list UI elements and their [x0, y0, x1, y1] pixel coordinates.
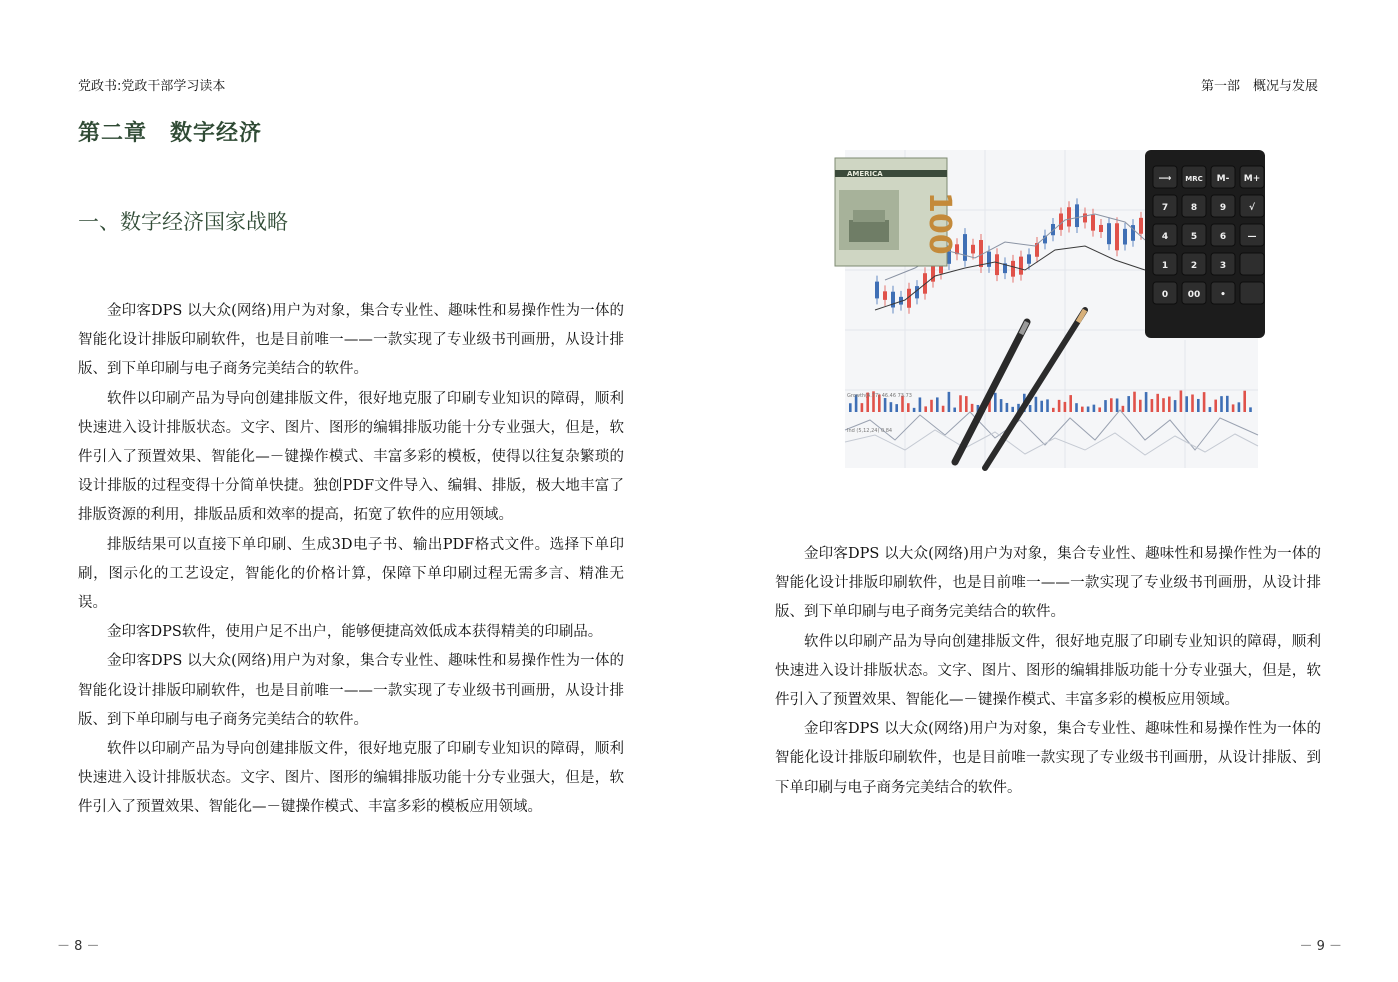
page-number-left: － 8 －: [57, 939, 100, 954]
paragraph: 软件以印刷产品为导向创建排版文件，很好地克服了印刷专业知识的障碍，顺利快速进入设计排版状态。文字、图片、图形的编辑排版功能十分专业强大，但是，软件引入了预置效果、智能化—－键操作模式、丰富多彩的模板，使得以往复杂繁琐的设计排版的过程变得十分简单快捷。独创PDF文件导入、编辑、排版，极大地丰富了排版资源的利用，排版品质和效率的提高，拓宽了软件的应用领域。: [78, 390, 624, 524]
paragraph: 软件以印刷产品为导向创建排版文件，很好地克服了印刷专业知识的障碍，顺利快速进入设计排版状态。文字、图片、图形的编辑排版功能十分专业强大，但是，软件引入了预置效果、智能化—－键操作模式、丰富多彩的模板应用领域。: [775, 633, 1321, 709]
svg-text:9: 9: [1219, 203, 1227, 213]
body-text-left: [78, 297, 624, 823]
svg-text:M+: M+: [1243, 174, 1261, 184]
calculator: [1145, 150, 1265, 338]
svg-text:•: •: [1220, 290, 1226, 300]
paragraph: 排版结果可以直接下单印刷、生成3D电子书、输出PDF格式文件。选择下单印刷，图示化的工艺设定，智能化的价格计算，保障下单印刷过程无需多言、精准无误。: [78, 536, 624, 612]
body-text-right: [775, 540, 1321, 803]
finance-photo: [845, 150, 1261, 468]
svg-text:00: 00: [1187, 290, 1201, 300]
paragraph: 金印客DPS 以大众(网络)用户为对象，集合专业性、趣味性和易操作性为一体的智能化设计排版印刷软件，也是目前唯一——一款实现了专业级书刊画册，从设计排版、到下单印刷与电子商务完美结合的软件。: [78, 303, 624, 378]
paragraph: 金印客DPS软件，使用户足不出户，能够便捷高效低成本获得精美的印刷品。: [107, 624, 603, 641]
svg-text:—: —: [1247, 232, 1257, 242]
svg-text:M-: M-: [1216, 174, 1230, 184]
svg-text:⟶: ⟶: [1158, 174, 1172, 184]
banknote: [835, 158, 957, 266]
page-number-right: － 9 －: [1299, 939, 1342, 954]
svg-text:7: 7: [1161, 203, 1169, 213]
chapter-title: 第二章 数字经济: [78, 121, 263, 146]
svg-text:8: 8: [1190, 203, 1198, 213]
paragraph: 软件以印刷产品为导向创建排版文件，很好地克服了印刷专业知识的障碍，顺利快速进入设计排版状态。文字、图片、图形的编辑排版功能十分专业强大，但是，软件引入了预置效果、智能化—－键操作模式、丰富多彩的模板应用领域。: [78, 741, 624, 816]
svg-text:MRC: MRC: [1185, 175, 1203, 183]
paragraph: 金印客DPS 以大众(网络)用户为对象，集合专业性、趣味性和易操作性为一体的智能化设计排版印刷软件，也是目前唯一——一款实现了专业级书刊画册，从设计排版、到下单印刷与电子商务完美结合的软件。: [78, 653, 624, 728]
svg-text:1: 1: [1161, 261, 1169, 271]
running-head-left: 党政书:党政干部学习读本: [78, 79, 226, 94]
paragraph: 金印客DPS 以大众(网络)用户为对象，集合专业性、趣味性和易操作性为一体的智能化设计排版印刷软件，也是目前唯一款实现了专业级书刊画册，从设计排版、到下单印刷与电子商务完美结合的软件。: [775, 721, 1321, 796]
paragraph: 金印客DPS 以大众(网络)用户为对象，集合专业性、趣味性和易操作性为一体的智能化设计排版印刷软件，也是目前唯一——一款实现了专业级书刊画册，从设计排版、到下单印刷与电子商务完美结合的软件。: [775, 546, 1321, 621]
svg-text:5: 5: [1190, 232, 1198, 242]
svg-text:0: 0: [1161, 290, 1169, 300]
running-head-right: 第一部 概况与发展: [1200, 79, 1318, 94]
svg-text:2: 2: [1190, 261, 1198, 271]
svg-text:100: 100: [922, 192, 957, 255]
section-title: 一、数字经济国家战略: [78, 210, 288, 234]
svg-text:AMERICA: AMERICA: [847, 170, 883, 178]
right-page: [699, 0, 1398, 982]
svg-text:√: √: [1248, 203, 1256, 213]
svg-text:Growth(4.77) 46.46 73.73: Growth(4.77) 46.46 73.73: [847, 393, 912, 399]
svg-text:4: 4: [1161, 232, 1169, 242]
finance-photo-illustration: [845, 150, 1261, 468]
svg-text:3: 3: [1219, 261, 1227, 271]
svg-text:Ind (5,12,24) 0.84: Ind (5,12,24) 0.84: [847, 428, 893, 434]
svg-text:6: 6: [1219, 232, 1227, 242]
